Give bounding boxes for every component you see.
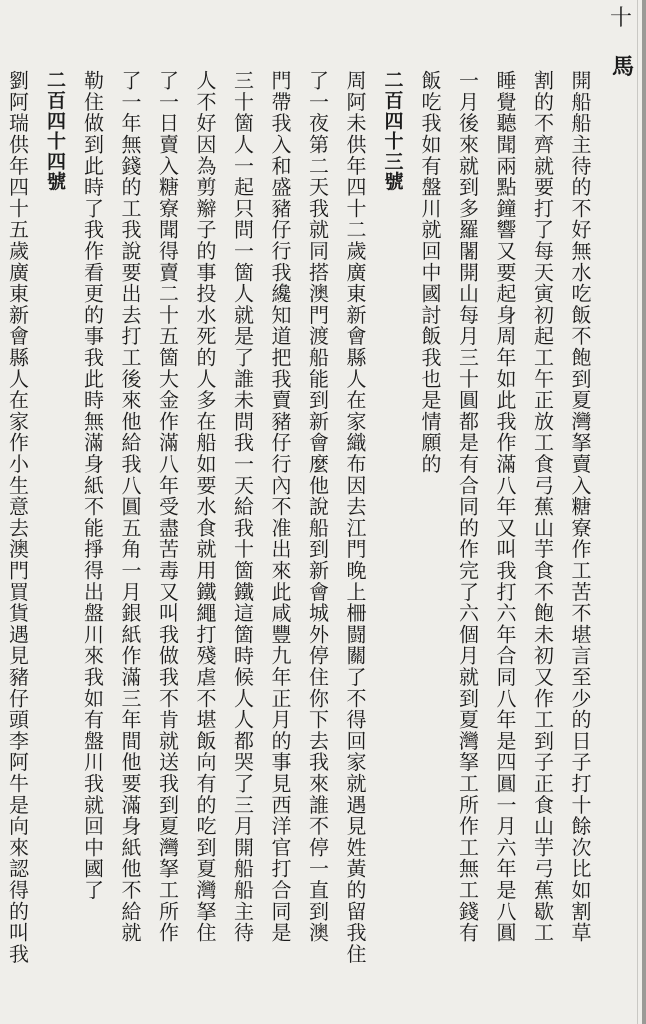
text-column: 周阿未供年四十二歲廣東新會縣人在家織布因去江門晚上柵闘關了不得回家就遇見姓黃的留我住: [343, 70, 367, 965]
text-column: 了一日賣入糖寮聞得賣二十五箇大金作滿八年受盡苦毒又叫我做我不肯就送我到夏灣拏工所作: [155, 70, 180, 944]
text-column: 勒住做到此時了我作看更的事我此時無滿身紙不能掙得出盤川來我如有盤川我就回中國了: [80, 70, 105, 901]
text-column: 門帶我入和盛豬仔行我纔知道把我賣豬仔行內不准出來此咸豐九年正月的事見西洋官打合同是: [268, 70, 292, 944]
book-spine-edge: [642, 0, 646, 1024]
page-number: 十: [609, 6, 632, 31]
record-number-heading: 二百四十三號: [381, 70, 404, 192]
text-column: 三十箇人一起只問一箇人就是了誰未問我一天給我十箇鐵這箇時候人人都哭了三月開船船主待: [230, 70, 255, 944]
text-column: 飯吃我如有盤川就回中國討飯我也是情願的: [418, 70, 442, 475]
record-number-heading: 二百四十四號: [44, 70, 66, 192]
text-column: 開船船主待的不好無水吃飯不飽到夏灣拏賣入糖寮作工苦不堪言至少的日子打十餘次比如割草: [568, 70, 592, 944]
edge-mark: 馬: [611, 54, 634, 80]
text-column: 劉阿瑞供年四十五歲廣東新會縣人在家作小生意去澳門買貨遇見豬仔頭李阿牛是向來認得的叫我: [5, 70, 30, 965]
vertical-text-body: [0, 70, 598, 990]
page-fold-line: [637, 0, 638, 1024]
text-column: 一月後來就到多羅闍開山每月三十圓都是有合同的作完了六個月就到夏灣拏工所作工無工錢有: [455, 70, 480, 944]
text-column: 睡覺聽聞兩點鐘響又要起身周年如此我作滿八年又叫我打六年合同八年是四圓一月六年是八圓: [493, 70, 517, 944]
text-column: 了一年無錢的工我說要出去打工後來他給我八圓五角一月銀紙作滿三年間他要滿身紙他不給就: [118, 70, 142, 944]
text-column: 人不好因為剪辮子的事投水死的人多在船如要水食就用鐵繩打殘虐不堪飯向有的吃到夏灣拏住: [193, 70, 217, 944]
text-column: 割的不齊就要打了每天寅初起工午正放工食弓蕉山芋食不飽未初又作工到子正食山芋弓蕉歇工: [530, 70, 555, 944]
text-column: 了一夜第二天我就同搭澳門渡船能到新會麼他說船到新會城外停住你下去我來誰不停一直到澳: [305, 70, 330, 944]
